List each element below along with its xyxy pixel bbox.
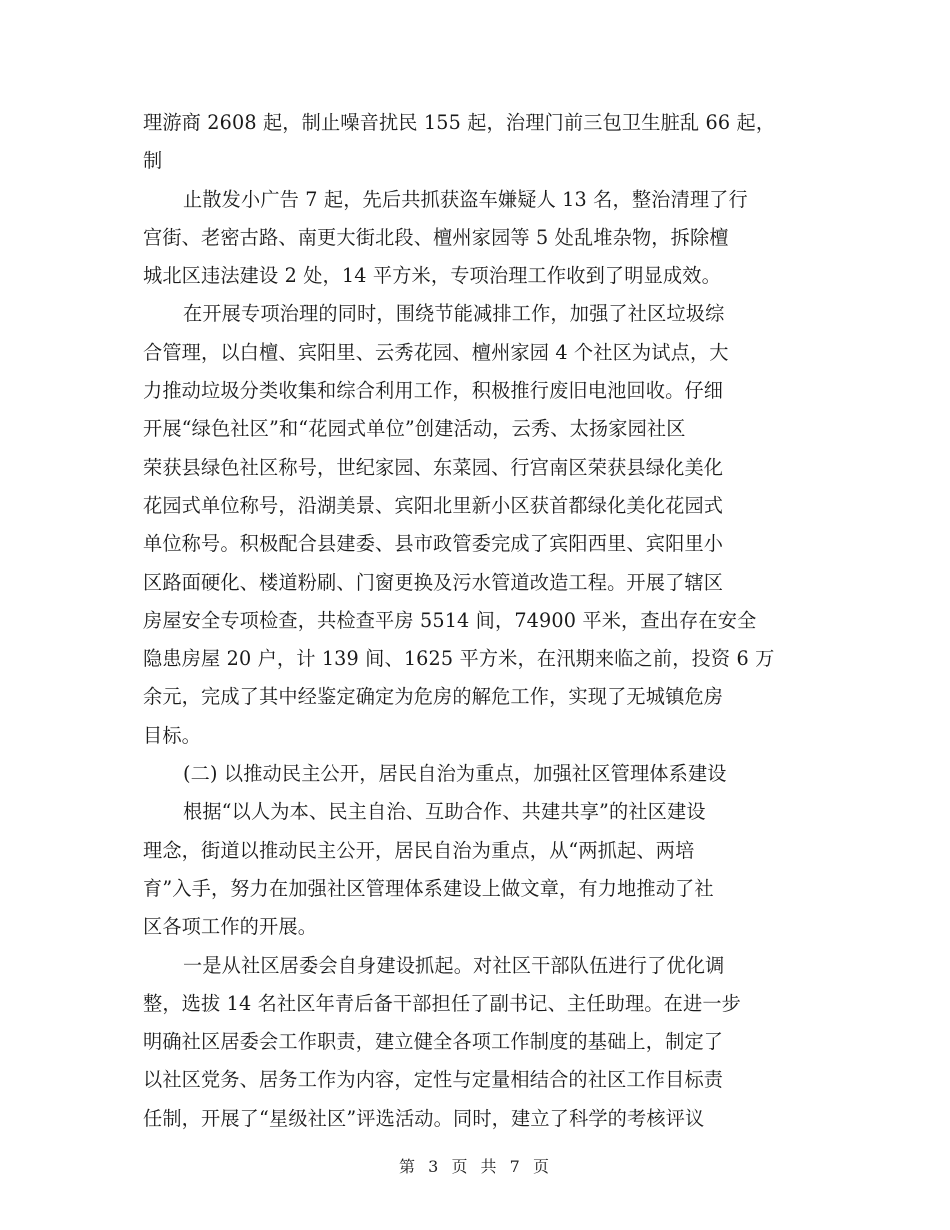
text-line: 明确社区居委会工作职责，建立健全各项工作制度的基础上，制定了 (143, 1030, 724, 1054)
page-footer (0, 1154, 950, 1177)
text-line: 根据“以人为本、民主自治、互助合作、共建共享”的社区建设 (183, 800, 706, 824)
body-text (143, 104, 813, 1138)
page-number: 3 (428, 1157, 441, 1176)
text-line: 理游商 2608 起，制止噪音扰民 155 起，治理门前三包卫生脏乱 66 起， (143, 111, 776, 134)
text-line: 房屋安全专项检查，共检查平房 5514 间，74900 平米，查出存在安全 (143, 608, 757, 632)
text-line: 花园式单位称号，沿湖美景、宾阳北里新小区获首都绿化美化花园式 (143, 493, 724, 517)
text-line: 余元，完成了其中经鉴定确定为危房的解危工作，实现了无城镇危房 (143, 685, 724, 709)
text-line: 以社区党务、居务工作为内容，定性与定量相结合的社区工作目标责 (143, 1068, 724, 1092)
total-unit: 页 (532, 1157, 551, 1176)
total-pages: 7 (509, 1157, 522, 1176)
text-line: 合管理，以白檀、宾阳里、云秀花园、檀州家园 4 个社区为试点，大 (143, 340, 729, 364)
text-line: 在开展专项治理的同时，围绕节能减排工作，加强了社区垃圾综 (183, 302, 725, 326)
text-line: 一是从社区居委会自身建设抓起。对社区干部队伍进行了优化调 (183, 953, 725, 977)
text-line: 任制，开展了“星级社区”评选活动。同时，建立了科学的考核评议 (143, 1106, 705, 1130)
text-line: 理念，街道以推动民主公开，居民自治为重点，从“两抓起、两培 (143, 838, 695, 862)
text-line: 单位称号。积极配合县建委、县市政管委完成了宾阳西里、宾阳里小 (143, 532, 724, 556)
total-label: 共 (480, 1157, 499, 1176)
text-line: 区路面硬化、楼道粉刷、门窗更换及污水管道改造工程。开展了辖区 (143, 570, 724, 594)
text-line: 开展“绿色社区”和“花园式单位”创建活动，云秀、太扬家园社区 (143, 417, 686, 441)
text-line: 城北区违法建设 2 处，14 平方米，专项治理工作收到了明显成效。 (143, 264, 721, 288)
text-line: 制 (143, 149, 163, 173)
page-unit: 页 (451, 1157, 470, 1176)
page-label: 第 (399, 1157, 418, 1176)
text-line: 力推动垃圾分类收集和综合利用工作，积极推行废旧电池回收。仔细 (143, 379, 724, 403)
text-line: 整，选拔 14 名社区年青后备干部担任了副书记、主任助理。在进一步 (143, 991, 741, 1015)
text-line: 育”入手，努力在加强社区管理体系建设上做文章，有力地推动了社 (143, 876, 714, 900)
text-line: 止散发小广告 7 起，先后共抓获盗车嫌疑人 13 名，整治清理了行 (183, 187, 748, 211)
text-line: 目标。 (143, 723, 202, 747)
section-heading: (二) 以推动民主公开，居民自治为重点，加强社区管理体系建设 (183, 762, 727, 786)
text-line: 隐患房屋 20 户，计 139 间、1625 平方米，在汛期来临之前，投资 6 万 (143, 647, 775, 671)
text-line: 荣获县绿色社区称号，世纪家园、东菜园、行宫南区荣获县绿化美化 (143, 455, 724, 479)
text-line: 宫街、老密古路、南更大街北段、檀州家园等 5 处乱堆杂物，拆除檀 (143, 225, 729, 249)
text-line: 区各项工作的开展。 (143, 915, 318, 939)
